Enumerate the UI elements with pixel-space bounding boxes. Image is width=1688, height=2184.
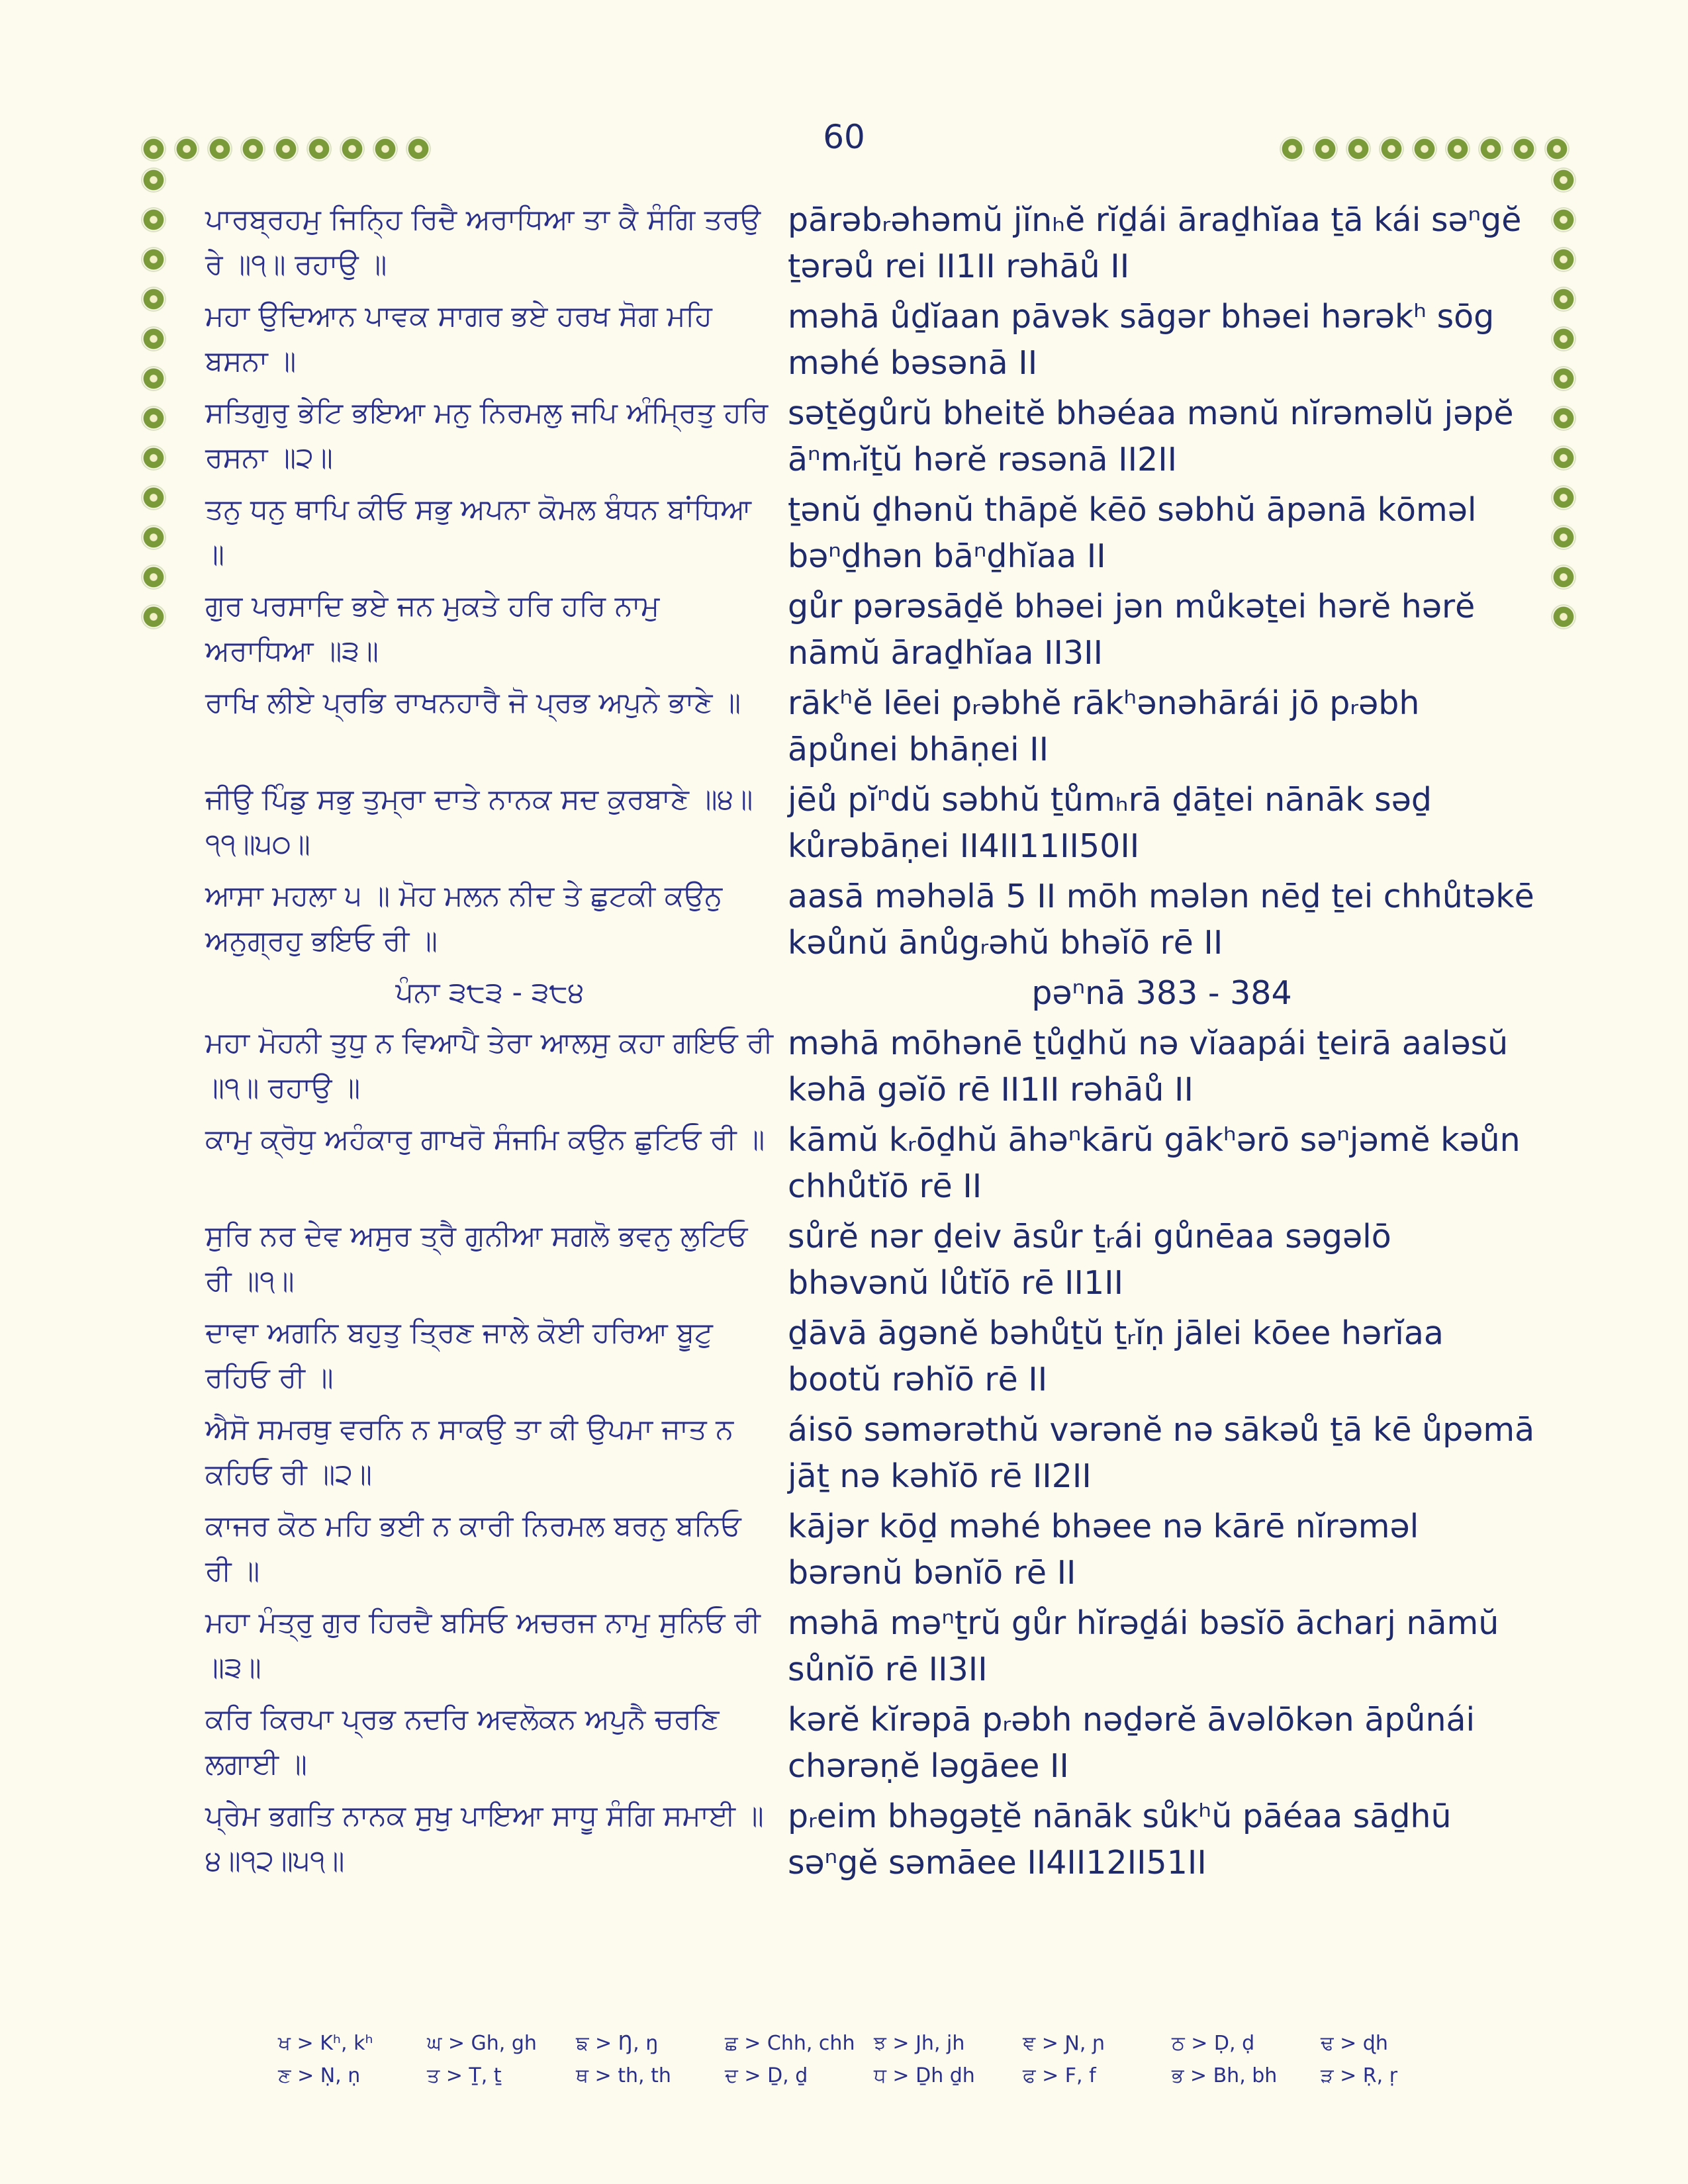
legend-item: ਣ > Ṇ, ṇ <box>278 2064 361 2087</box>
transliteration-text: məhā ůḏĭaan pāvək sāgər bhəei hərəkʰ sōg məhé bəsənā II <box>788 298 1495 382</box>
flower-ornament-icon <box>1552 606 1575 628</box>
flower-ornament-icon <box>1552 328 1575 350</box>
verse-row <box>205 1600 1536 1693</box>
gurmukhi-text: ਸਤਿਗੁਰੁ ਭੇਟਿ ਭਇਆ ਮਨੁ ਨਿਰਮਲੁ ਜਪਿ ਅੰਮ੍ਰਿਤੁ ਹਰਿ ਰਸਨਾ ॥੨॥ <box>205 396 769 475</box>
legend-item: ਤ > Ṯ, ṯ <box>427 2064 502 2087</box>
gurmukhi-text: ਤਨੁ ਧਨੁ ਥਾਪਿ ਕੀਓ ਸਭੁ ਅਪਨਾ ਕੋਮਲ ਬੰਧਨ ਬਾਂਧਿਆ ॥ <box>205 493 751 571</box>
flower-ornament-icon <box>175 138 198 160</box>
flower-ornament-icon <box>1552 248 1575 271</box>
verse-row <box>205 1407 1536 1500</box>
legend-item: ਢ > ɖh <box>1321 2032 1388 2055</box>
gurmukhi-text: ਜੀਉ ਪਿੰਡੁ ਸਭੁ ਤੁਮ੍ਰਾ ਦਾਤੇ ਨਾਨਕ ਸਦ ਕੁਰਬਾਣੇ ॥੪॥੧੧॥੫੦॥ <box>205 783 753 861</box>
flower-ornament-icon <box>142 367 165 390</box>
transliteration-text: kāmŭ kᵣōḏhŭ āhəⁿkārŭ gākʰərō səⁿjəmĕ kəůn chhůtĭō rē II <box>788 1121 1521 1205</box>
gurmukhi-text: ਦਾਵਾ ਅਗਨਿ ਬਹੁਤੁ ਤ੍ਰਿਣ ਜਾਲੇ ਕੋਈ ਹਰਿਆ ਬੂਟੁ ਰਹਿਓ ਰੀ ॥ <box>205 1316 713 1394</box>
legend-item: ਫ > F, f <box>1023 2064 1096 2087</box>
transliteration-text: ḏāvā āgənĕ bəhůṯŭ ṯᵣĭṇ jālei kōee hərĭaa bootŭ rəhĭō rē II <box>788 1314 1444 1398</box>
flower-ornament-icon <box>1314 138 1336 160</box>
transliteration-text: rākʰĕ lēei pᵣəbhĕ rākʰənəhārái jō pᵣəbh āpůnei bhāṇei II <box>788 684 1420 768</box>
flower-ornament-icon <box>341 138 363 160</box>
gurmukhi-text: ਮਹਾ ਉਦਿਆਨ ਪਾਵਕ ਸਾਗਰ ਭਏ ਹਰਖ ਸੋਗ ਮਹਿ ਬਸਨਾ ॥ <box>205 300 712 378</box>
flower-ornament-icon <box>142 138 165 160</box>
verse-row <box>205 1697 1536 1790</box>
flower-ornament-icon <box>142 248 165 271</box>
flower-ornament-icon <box>1413 138 1436 160</box>
legend-item: ਖ > Kʰ, kʰ <box>278 2032 373 2055</box>
flower-ornament-icon <box>1446 138 1469 160</box>
flower-ornament-icon <box>142 566 165 588</box>
transliteration-text: ṯənŭ ḏhənŭ thāpĕ kēō səbhŭ āpənā kōməl bəⁿḏhən bāⁿḏhĭaa II <box>788 491 1477 575</box>
verse-row <box>205 1310 1536 1403</box>
verse-row <box>205 1117 1536 1210</box>
transliteration-text: aasā məhəlā 5 II mōh mələn nēḏ ṯei chhůtəkē kəůnŭ ānůgᵣəhŭ bhəĭō rē II <box>788 878 1534 962</box>
transliteration-text: gůr pərəsāḏĕ bhəei jən můkəṯei hərĕ hərĕ nāmŭ āraḏhĭaa II3II <box>788 588 1476 672</box>
flower-ornament-icon <box>1552 447 1575 469</box>
verse-columns <box>205 197 1536 1890</box>
verse-row <box>205 584 1536 676</box>
legend-item: ਠ > Ḍ, ḍ <box>1172 2032 1255 2055</box>
verse-row <box>205 390 1536 483</box>
transliteration-text: jēů pĭⁿdŭ səbhŭ ṯůmₕrā ḏāṯei nānāk səḏ kůrəbāṇei II4II11II50II <box>788 781 1432 865</box>
gurmukhi-text: ਕਰਿ ਕਿਰਪਾ ਪ੍ਰਭ ਨਦਰਿ ਅਵਲੋਕਨ ਅਪੁਨੈ ਚਰਣਿ ਲਗਾਈ ॥ <box>205 1703 720 1781</box>
transliteration-text: səṯĕgůrŭ bheitĕ bhəéaa mənŭ nĭrəməlŭ jəpĕ āⁿmᵣĭṯŭ hərĕ rəsənā II2II <box>788 394 1514 478</box>
transliteration-text: məhā məⁿṯrŭ gůr hĭrəḏái bəsĭō ācharj nāmŭ sůnĭō rē II3II <box>788 1604 1499 1688</box>
flower-ornament-icon <box>1347 138 1370 160</box>
flower-ornament-icon <box>1552 367 1575 390</box>
verse-row <box>205 197 1536 290</box>
flower-ornament-icon <box>374 138 397 160</box>
verse-row <box>205 680 1536 773</box>
page-number: 60 <box>823 118 865 156</box>
gurmukhi-text: ਪ੍ਰੇਮ ਭਗਤਿ ਨਾਨਕ ਸੁਖੁ ਪਾਇਆ ਸਾਧੂ ਸੰਗਿ ਸਮਾਈ ॥੪॥੧੨॥੫੧॥ <box>205 1799 764 1878</box>
flower-ornament-icon <box>1552 486 1575 509</box>
gurmukhi-text: ਐਸੋ ਸਮਰਥੁ ਵਰਨਿ ਨ ਸਾਕਉ ਤਾ ਕੀ ਉਪਮਾ ਜਾਤ ਨ ਕਹਿਓ ਰੀ ॥੨॥ <box>205 1413 734 1491</box>
verse-row <box>205 1504 1536 1596</box>
flower-ornament-icon <box>1380 138 1403 160</box>
flower-ornament-icon <box>142 169 165 191</box>
legend-item: ਛ > Chh, chh <box>725 2032 855 2055</box>
flower-ornament-icon <box>142 486 165 509</box>
flower-ornament-icon <box>1552 407 1575 430</box>
gurmukhi-text: ਰਾਖਿ ਲੀਏ ਪ੍ਰਭਿ ਰਾਖਨਹਾਰੈ ਜੋ ਪ੍ਰਭ ਅਪੁਨੇ ਭਾਣੇ ॥ <box>205 686 741 719</box>
flower-ornament-icon <box>209 138 231 160</box>
verse-row <box>205 777 1536 870</box>
gurmukhi-text: ਪੰਨਾ ੩੮੩ - ੩੮੪ <box>395 976 585 1009</box>
verse-row <box>205 294 1536 387</box>
flower-ornament-icon <box>142 208 165 231</box>
flower-ornament-icon <box>142 407 165 430</box>
flower-ornament-icon <box>275 138 297 160</box>
flower-ornament-icon <box>1552 566 1575 588</box>
flower-ornament-icon <box>1513 138 1535 160</box>
flower-ornament-icon <box>1479 138 1502 160</box>
flower-ornament-icon <box>1552 288 1575 310</box>
legend-item: ਧ > Ḏh ḏh <box>874 2064 975 2087</box>
transliteration-text: kājər kōḏ məhé bhəee nə kārē nĭrəməl bərənŭ bənĭō rē II <box>788 1508 1419 1592</box>
flower-ornament-icon <box>1552 169 1575 191</box>
legend-item: ੜ > Ṛ, ṛ <box>1321 2064 1398 2087</box>
flower-ornament-icon <box>142 328 165 350</box>
transliteration-text: áisō səmərəthŭ vərənĕ nə sākəů ṯā kē ůpəmā jāṯ nə kəhĭō rē II2II <box>788 1411 1535 1495</box>
verse-row <box>205 487 1536 580</box>
flower-ornament-icon <box>1552 526 1575 549</box>
transliteration-text: kərĕ kĭrəpā pᵣəbh nəḏərĕ āvəlōkən āpůnái chərəṇĕ ləgāee II <box>788 1701 1476 1785</box>
transliteration-text: pārəbᵣəhəmŭ jĭnₕĕ rĭḏái āraḏhĭaa ṯā kái səⁿgĕ ṯərəů rei II1II rəhāů II <box>788 201 1522 285</box>
flower-ornament-icon <box>1552 208 1575 231</box>
flower-ornament-icon <box>407 138 430 160</box>
legend-row <box>278 2032 1470 2055</box>
gurmukhi-text: ਕਾਮੁ ਕ੍ਰੋਧੁ ਅਹੰਕਾਰੁ ਗਾਖਰੋ ਸੰਜਮਿ ਕਉਨ ਛੁਟਿਓ ਰੀ ॥ <box>205 1123 765 1156</box>
gurmukhi-text: ਆਸਾ ਮਹਲਾ ੫ ॥ ਮੋਹ ਮਲਨ ਨੀਦ ਤੇ ਛੁਟਕੀ ਕਉਨੁ ਅਨੁਗ੍ਰਹੁ ਭਇਓ ਰੀ ॥ <box>205 880 723 958</box>
gurmukhi-text: ਮਹਾ ਮੰਤ੍ਰੁ ਗੁਰ ਹਿਰਦੈ ਬਸਿਓ ਅਚਰਜ ਨਾਮੁ ਸੁਨਿਓ ਰੀ ॥੩॥ <box>205 1606 761 1684</box>
legend-item: ਘ > Gh, gh <box>427 2032 537 2055</box>
legend-item: ਥ > th, th <box>576 2064 671 2087</box>
gurmukhi-text: ਗੁਰ ਪਰਸਾਦਿ ਭਏ ਜਨ ਮੁਕਤੇ ਹਰਿ ਹਰਿ ਨਾਮੁ ਅਰਾਧਿਆ ॥੩॥ <box>205 590 660 668</box>
flower-ornament-icon <box>142 288 165 310</box>
flower-ornament-icon <box>308 138 330 160</box>
legend-item: ਞ > Ɲ, ɲ <box>1023 2032 1105 2055</box>
verse-row <box>205 1214 1536 1306</box>
page-reference-row <box>205 970 1536 1017</box>
flower-ornament-icon <box>142 447 165 469</box>
legend-item: ਭ > Bh, bh <box>1172 2064 1278 2087</box>
transliteration-legend <box>278 2032 1470 2097</box>
verse-row <box>205 1794 1536 1886</box>
legend-item: ਦ > Ḏ, ḏ <box>725 2064 808 2087</box>
transliteration-text: pəⁿnā 383 - 384 <box>1031 974 1292 1012</box>
flower-ornament-icon <box>142 526 165 549</box>
legend-item: ਝ > Jh, jh <box>874 2032 965 2055</box>
gurmukhi-text: ਪਾਰਬ੍ਰਹਮੁ ਜਿਨ੍ਹਿ ਰਿਦੈ ਅਰਾਧਿਆ ਤਾ ਕੈ ਸੰਗਿ ਤਰਉ ਰੇ ॥੧॥ ਰਹਾਉ ॥ <box>205 203 761 281</box>
transliteration-text: pᵣeim bhəgəṯĕ nānāk sůkʰŭ pāéaa sāḏhū səⁿgĕ səmāee II4II12II51II <box>788 1797 1452 1882</box>
flower-ornament-icon <box>1281 138 1303 160</box>
transliteration-text: məhā mōhənē ṯůḏhŭ nə vĭaapái ṯeirā aaləsŭ kəhā gəĭō rē II1II rəhāů II <box>788 1024 1509 1109</box>
flower-ornament-icon <box>242 138 264 160</box>
verse-row <box>205 1021 1536 1113</box>
transliteration-text: sůrĕ nər ḏeiv āsůr ṯᵣái gůnēaa səgəlō bhəvənŭ lůtĭō rē II1II <box>788 1218 1391 1302</box>
legend-item: ਙ > Ŋ, ŋ <box>576 2032 659 2055</box>
verse-row <box>205 874 1536 966</box>
flower-ornament-icon <box>142 606 165 628</box>
gurmukhi-text: ਸੁਰਿ ਨਰ ਦੇਵ ਅਸੁਰ ਤ੍ਰੈ ਗੁਨੀਆ ਸਗਲੋ ਭਵਨੁ ਲੁਟਿਓ ਰੀ ॥੧॥ <box>205 1220 748 1298</box>
legend-row <box>278 2064 1470 2087</box>
flower-ornament-icon <box>1546 138 1568 160</box>
gurmukhi-text: ਕਾਜਰ ਕੋਠ ਮਹਿ ਭਈ ਨ ਕਾਰੀ ਨਿਰਮਲ ਬਰਨੁ ਬਨਿਓ ਰੀ ॥ <box>205 1510 741 1588</box>
gurmukhi-text: ਮਹਾ ਮੋਹਨੀ ਤੁਧੁ ਨ ਵਿਆਪੈ ਤੇਰਾ ਆਲਸੁ ਕਹਾ ਗਇਓ ਰੀ ॥੧॥ ਰਹਾਉ ॥ <box>205 1026 773 1105</box>
